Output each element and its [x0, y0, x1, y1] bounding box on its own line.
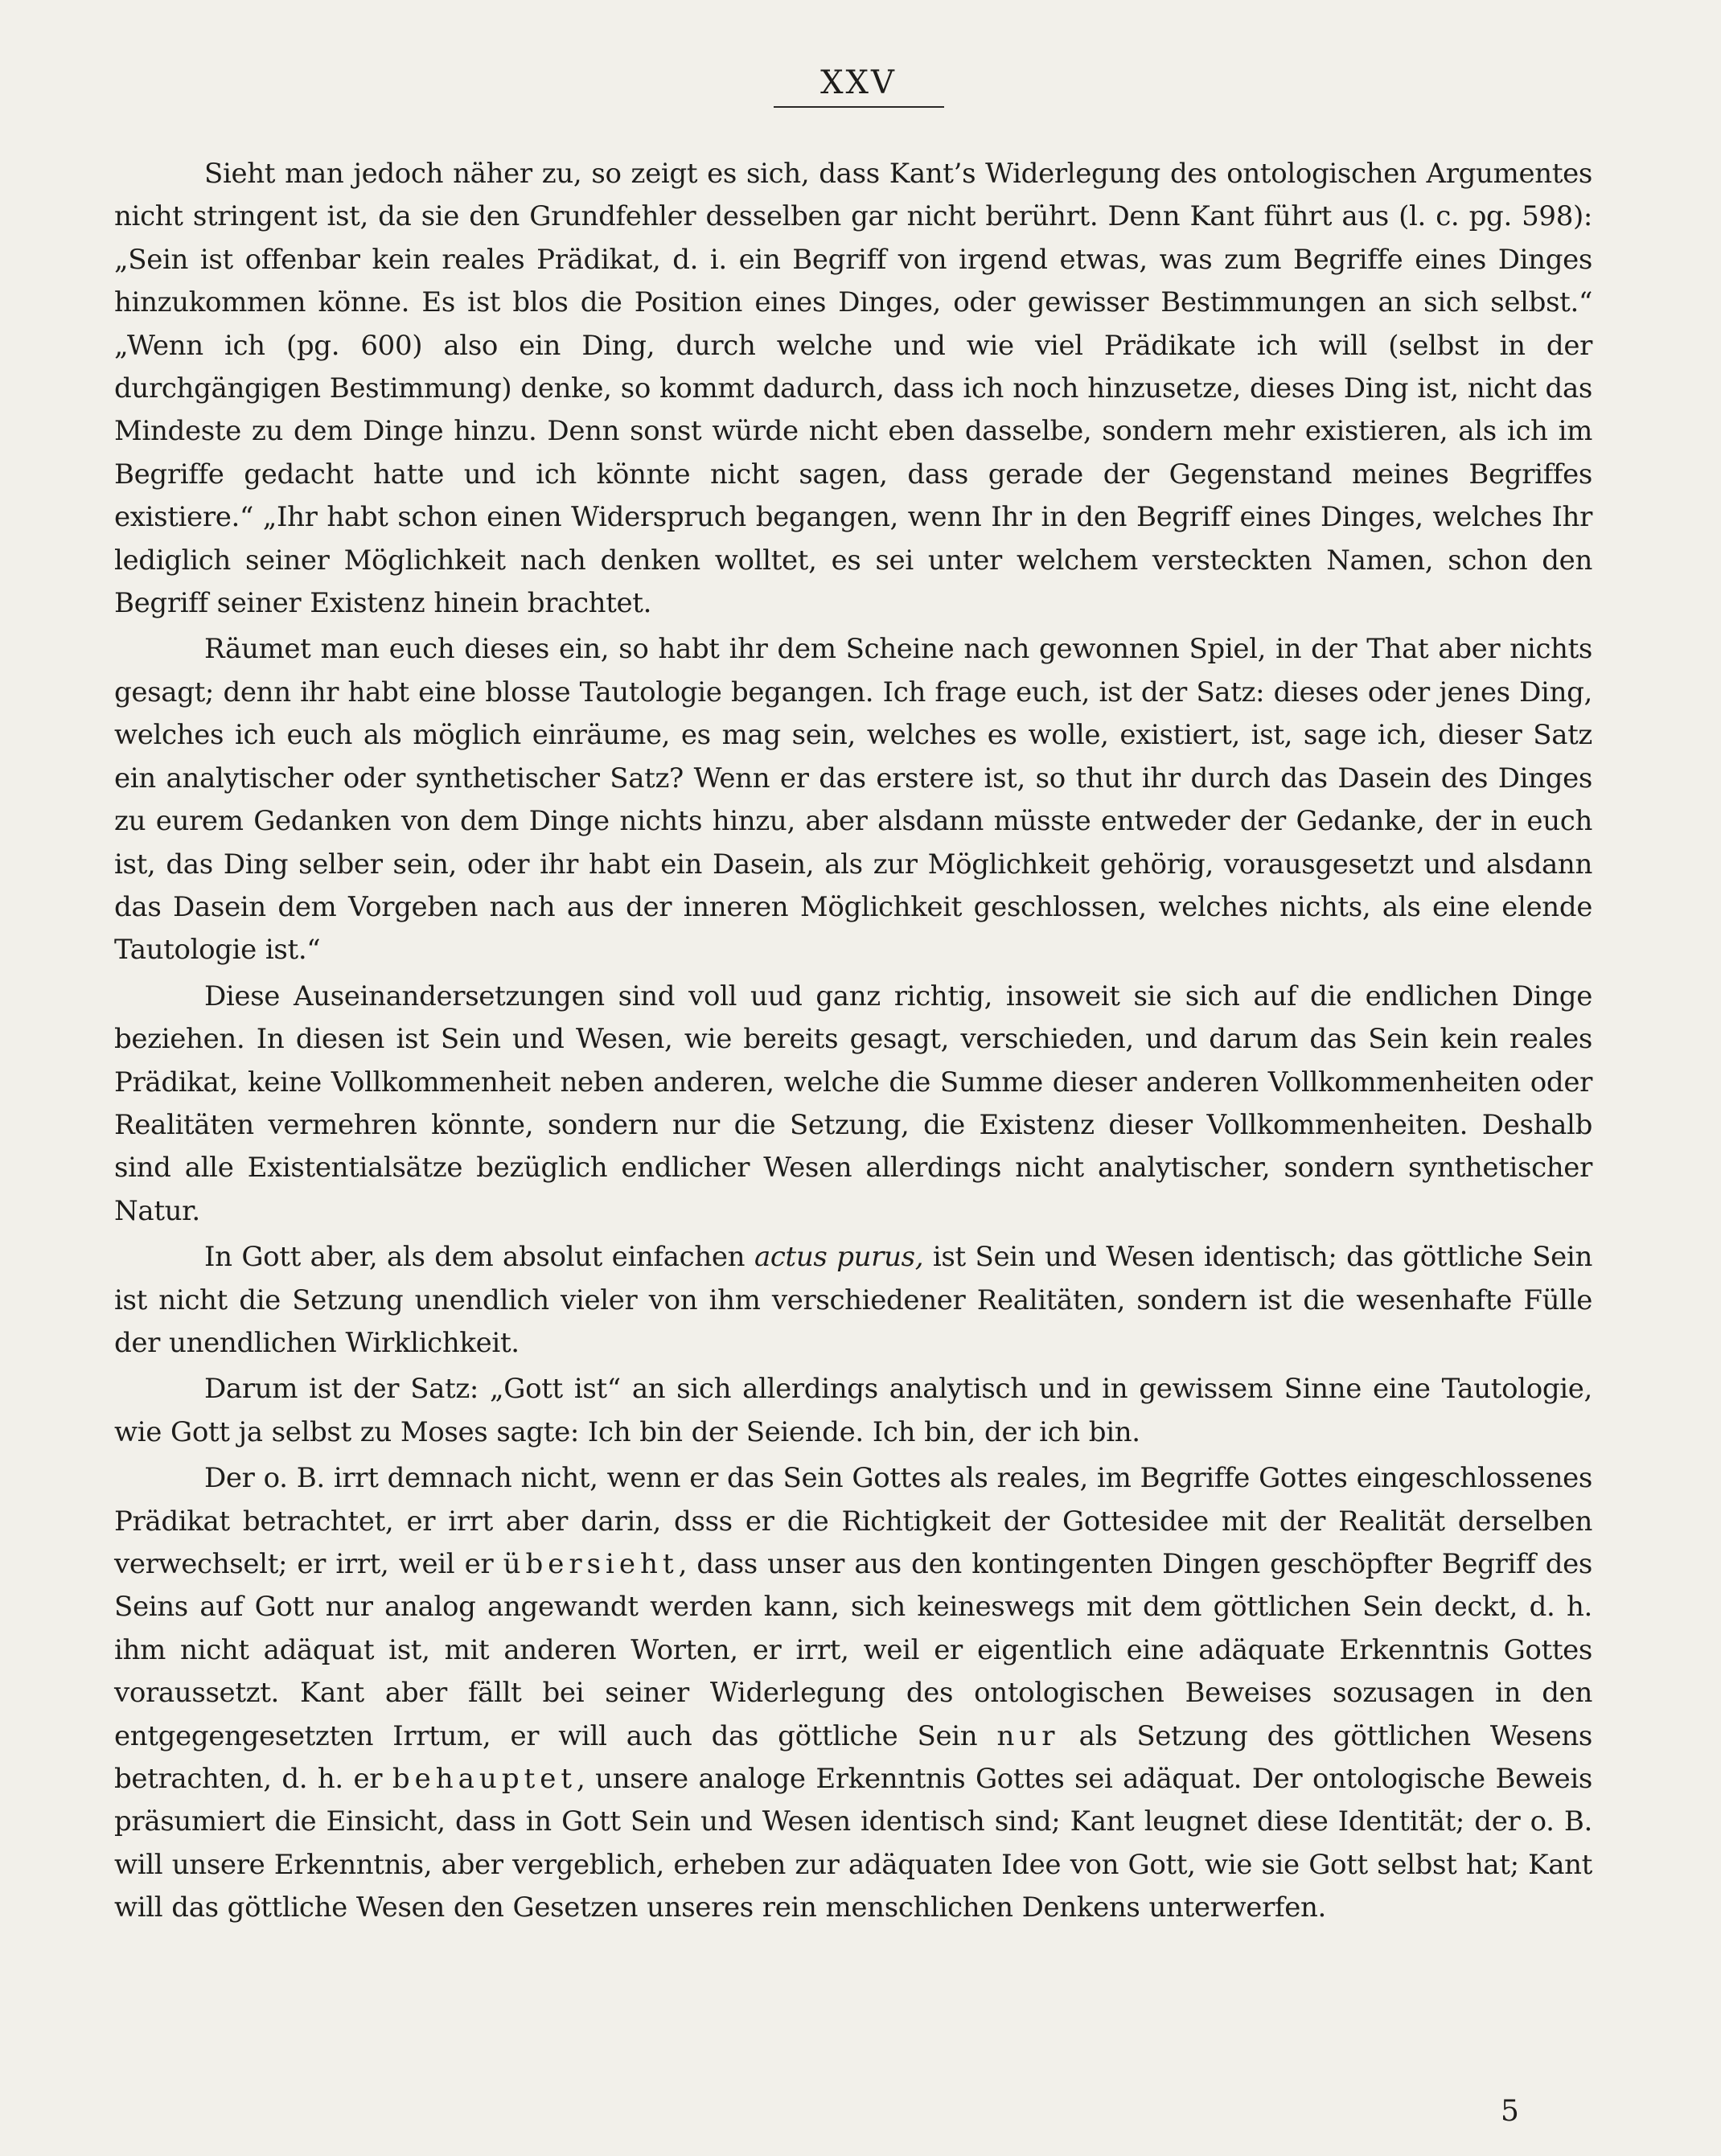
paragraph-1: Sieht man jedoch näher zu, so zeigt es sich, dass Kant’s Widerlegung des ontologischen Argumentes nicht stringent ist, da sie den Grundfehler desselben gar nicht berührt. Denn Kant führt aus (l. c. pg. 598): „Sein ist offenbar kein reales Prädikat, d. i. ein Begriff von irgend etwas, was zum Begriffe eines Dinges hinzukommen könne. Es ist blos die Position eines Dinges, oder gewisser Bestimmungen an sich selbst.“ „Wenn ich (pg. 600) also ein Ding, durch welche und wie viel Prädikate ich will (selbst in der durchgängigen Bestimmung) denke, so kommt dadurch, dass ich noch hinzusetze, dieses Ding ist, nicht das Mindeste zu dem Dinge hinzu. Denn sonst würde nicht eben dasselbe, sondern mehr existieren, als ich im Begriffe gedacht hatte und ich könnte nicht sagen, dass gerade der Gegenstand meines Begriffes existiere.“ „Ihr habt schon einen Widerspruch begangen, wenn Ihr in den Begriff eines Dinges, welches Ihr lediglich seiner Möglichkeit nach denken wolltet, es sei unter welchem versteckten Namen, schon den Begriff seiner Existenz hinein brachtet.: [114, 158, 1592, 620]
paragraph-4-text-before: In Gott aber, als dem absolut einfachen: [204, 1241, 754, 1274]
paragraph-6-part-3: als Setzung des göttlichen Wesens betrachten, d. h. er: [114, 1719, 1593, 1796]
paragraph-6-part-4: , unsere analoge Erkenntnis Gottes sei adäquat. Der ontologische Beweis präsumiert die Einsicht, dass in Gott Sein und Wesen identisch sind; Kant leugnet diese Identität; der o. B. will unsere Erkenntnis, aber vergeblich, erheben zur adäquaten Idee von Gott, wie sie Gott selbst hat; Kant will das göttliche Wesen den Gesetzen unseres rein menschlichen Denkens unterwerfen.: [114, 1763, 1592, 1924]
paragraph-4: [114, 1236, 1592, 1365]
running-head: XXV: [820, 64, 897, 101]
body-text: [114, 153, 1592, 1930]
paragraph-3: Diese Auseinandersetzungen sind voll uud ganz richtig, insoweit sie sich auf die endlichen Dinge beziehen. In diesen ist Sein und Wesen, wie bereits gesagt, verschieden, und darum das Sein kein reales Prädikat, keine Vollkommenheit neben anderen, welche die Summe dieser anderen Vollkommenheiten oder Realitäten vermehren könnte, sondern nur die Setzung, die Existenz dieser Vollkommenheiten. Deshalb sind alle Existentialsätze bezüglich endlicher Wesen allerdings nicht analytischer, sondern synthetischer Natur.: [114, 979, 1592, 1227]
paragraph-5: Darum ist der Satz: „Gott ist“ an sich allerdings analytisch und in gewissem Sinne eine Tautologie, wie Gott ja selbst zu Moses sagte: Ich bin der Seiende. Ich bin, der ich bin.: [114, 1373, 1592, 1448]
spaced-emphasis-behauptet: behauptet: [392, 1763, 577, 1796]
paragraph-6-part-1: Der o. B. irrt demnach nicht, wenn er das Sein Gottes als reales, im Begriffe Gottes eingeschlossenes Prädikat betrachtet, er irrt aber darin, dsss er die Richtigkeit der Gottesidee mit der Realität derselben verwechselt; er irrt, weil er: [114, 1462, 1592, 1580]
italic-actus-purus: actus purus,: [754, 1241, 924, 1274]
header-rule: [774, 106, 944, 108]
paragraph-2: Räumet man euch dieses ein, so habt ihr dem Scheine nach gewonnen Spiel, in der That aber nichts gesagt; denn ihr habt eine blosse Tautologie begangen. Ich frage euch, ist der Satz: dieses oder jenes Ding, welches ich euch als möglich einräume, es mag sein, welches es wolle, existiert, ist, sage ich, dieser Satz ein analytischer oder synthetischer Satz? Wenn er das erstere ist, so thut ihr durch das Dasein des Dinges zu eurem Gedanken von dem Dinge nichts hinzu, aber alsdann müsste entweder der Gedanke, der in euch ist, das Ding selber sein, oder ihr habt ein Dasein, als zur Möglichkeit gehörig, vorausgesetzt und alsdann das Dasein dem Vorgeben nach aus der inneren Möglichkeit geschlossen, welches nichts, als eine elende Tautologie ist.“: [114, 633, 1592, 967]
page-number: 5: [1501, 2095, 1519, 2128]
spaced-emphasis-nur: nur: [996, 1719, 1060, 1752]
paragraph-4-text-after: ist Sein und Wesen identisch; das göttliche Sein ist nicht die Setzung unendlich vieler von ihm verschiedener Realitäten, sondern ist die wesenhafte Fülle der unendlichen Wirklichkeit.: [114, 1241, 1593, 1359]
paragraph-6: [114, 1457, 1592, 1929]
spaced-emphasis-uebersieht: übersieht: [503, 1548, 679, 1580]
paragraph-6-part-2: , dass unser aus den kontingenten Dingen geschöpfter Begriff des Seins auf Gott nur analog angewandt werden kann, sich keineswegs mit dem göttlichen Sein deckt, d. h. ihm nicht adäquat ist, mit anderen Worten, er irrt, weil er eigentlich eine adäquate Erkenntnis Gottes voraussetzt. Kant aber fällt bei seiner Widerlegung des ontologischen Beweises sozusagen in den entgegengesetzten Irrtum, er will auch das göttliche Sein: [114, 1548, 1592, 1752]
